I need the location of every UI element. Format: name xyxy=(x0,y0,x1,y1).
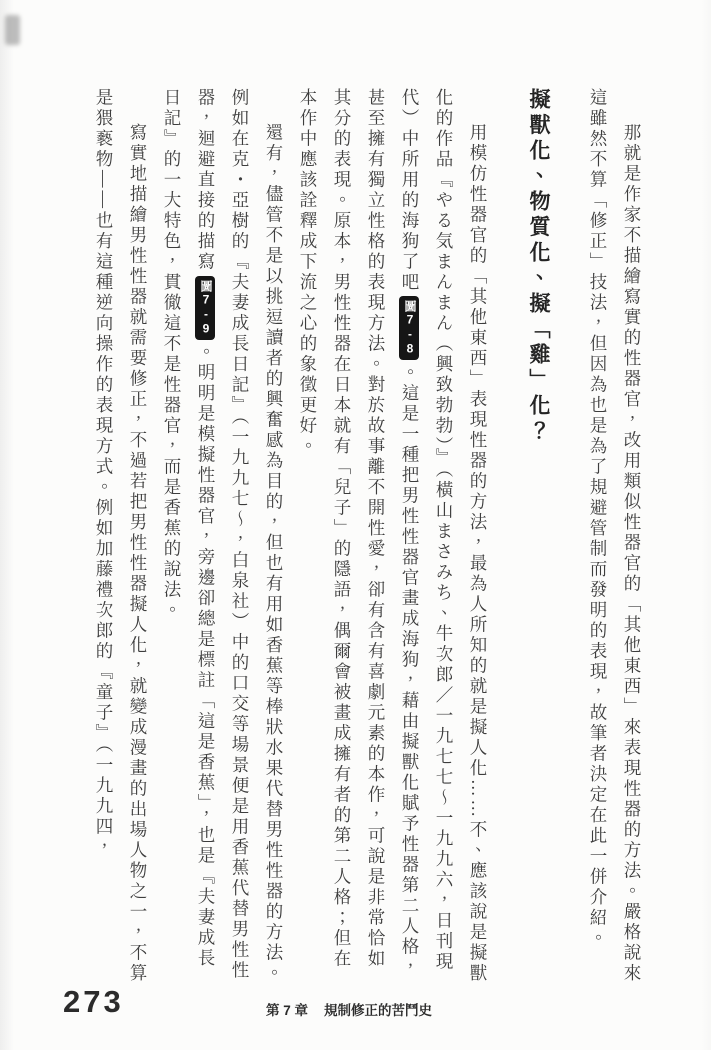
paragraph-banana-text-1: 還有，儘管不是以挑逗讀者的興奮感為目的，但也有用如香蕉等棒狀水果代替男性性器的方法。例如在克・亞樹的『夫妻成長日記』（一九九七～，白泉社）中的口交等場景便是用香蕉代替男性性器，迴避直接的描寫 xyxy=(196,88,284,984)
paragraph-reverse-approach-text: 寫實地描繪男性性器就需要修正，不過若把男性性器擬人化，就變成漫畫的出場人物之一，不算是猥褻物——也有這種逆向操作的表現方式。例如加藤禮次郎的『童子』（一九九四， xyxy=(94,88,148,984)
paragraph-intro-text: 那就是作家不描繪寫實的性器官，改用類似性器官的「其他東西」來表現性器的方法。嚴格說來這雖然不算「修正」技法，但因為也是為了規避管制而發明的表現，故筆者決定在此一併介紹。 xyxy=(588,88,642,984)
scan-artifact-mark xyxy=(5,15,20,45)
paragraph-intro xyxy=(581,88,649,987)
paragraph-banana xyxy=(155,88,291,987)
figure-ref-7-8: 圖7-8 xyxy=(399,296,419,360)
paragraph-zoomorphism xyxy=(291,88,495,987)
page-number: 273 xyxy=(63,984,124,1019)
chapter-title: 規制修正的苦鬥史 xyxy=(324,1003,433,1018)
main-text xyxy=(87,88,649,987)
chapter-number-label: 第 7 章 xyxy=(266,1003,309,1018)
paragraph-zoomorphism-text-2: 。這是一種把男性性器官畫成海狗，藉由擬獸化賦予性器第二人格，甚至擁有獨立性格的表現方法。對於故事離不開性愛，卻有含有喜劇元素的本作，可說是非常恰如其分的表現。原本，男性性器在日本就有「兒子」的隱語，偶爾會被畫成擁有者的第二人格；但在本作中應該詮釋成下流之心的象徵更好。 xyxy=(298,88,420,978)
running-footer xyxy=(266,999,432,1019)
section-heading: 擬獸化、物質化、擬「雞」化？ xyxy=(527,88,550,445)
paragraph-banana-text-2: 。明明是模擬性器官，旁邊卻總是標註「這是香蕉」，也是『夫妻成長日記』的一大特色，貫徹這不是性器官，而是香蕉的說法。 xyxy=(162,88,216,970)
paragraph-zoomorphism-text-1: 用模仿性器官的「其他東西」表現性器的方法，最為人所知的就是擬人化……不、應該說是擬獸化的作品『やる気まんまん（興致勃勃）』（橫山まさみち、牛次郎／一九七七～一九九六，日刊現代）中所用的海狗了吧 xyxy=(400,88,488,984)
paragraph-reverse-approach xyxy=(87,88,155,987)
figure-ref-7-9: 圖7-9 xyxy=(195,276,215,340)
